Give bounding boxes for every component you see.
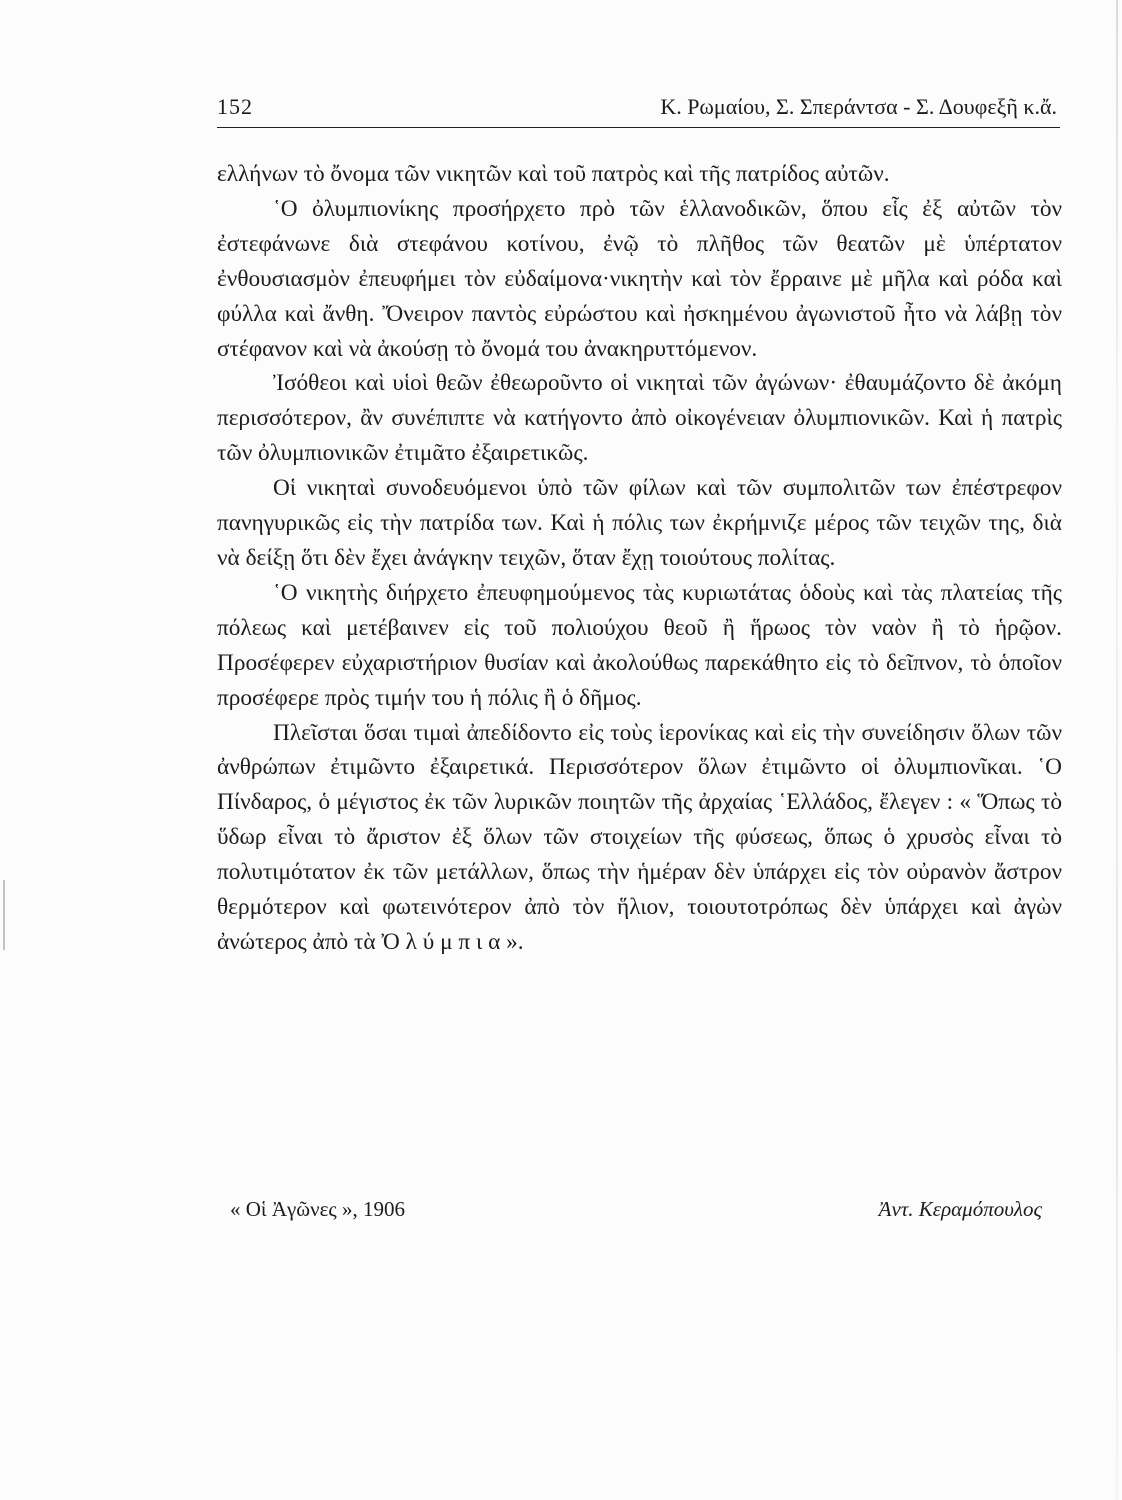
author-name: Ἀντ. Κεραμόπουλος (878, 1197, 1042, 1221)
paragraph-6: Πλεῖσται ὅσαι τιμαὶ ἀπεδίδοντο εἰς τοὺς ἱερονίκας καὶ εἰς τὴν συνείδησιν ὅλων τῶν ἀνθρώπων ἐτιμῶντο ἐξαιρετικά. Περισσότερον ὅλων ἐτιμῶντο οἱ ὀλυμπιονῖκαι. ῾Ο Πίνδαρος, ὁ μέγιστος ἐκ τῶν λυρικῶν ποιητῶν τῆς ἀρχαίας ῾Ελλάδος, ἔλεγεν : « Ὅπως τὸ ὕδωρ εἶναι τὸ ἄριστον ἐξ ὅλων τῶν στοιχείων τῆς φύσεως, ὅπως ὁ χρυσὸς εἶναι τὸ πολυτιμότατον ἐκ τῶν μετάλλων, ὅπως τὴν ἡμέραν δὲν ὑπάρχει εἰς τὸν οὐρανὸν ἄστρον θερμότερον καὶ φωτεινότερον ἀπὸ τὸν ἥλιον, τοιουτοτρόπως δὲν ὑπάρχει καὶ ἀγὼν ἀνώτερος ἀπὸ τὰ Ὀ λ ύ μ π ι α ». (217, 719, 1062, 955)
paragraph-5: ῾Ο νικητὴς διήρχετο ἐπευφημούμενος τὰς κυριωτάτας ὁδοὺς καὶ τὰς πλατείας τῆς πόλεως καὶ μετέβαινεν εἰς τοῦ πολιούχου θεοῦ ἢ ἥρωος τὸν ναὸν ἢ τὸ ἡρῷον. Προσέφερεν εὐχαριστήριον θυσίαν καὶ ἀκολούθως παρεκάθητο εἰς τὸ δεῖπνον, τὸ ὁποῖον προσέφερε πρὸς τιμήν του ἡ πόλις ἢ ὁ δῆμος. (217, 579, 1062, 711)
body-text (217, 157, 1062, 960)
paragraph-1: ελλήνων τὸ ὄνομα τῶν νικητῶν καὶ τοῦ πατρὸς καὶ τῆς πατρίδος αὐτῶν. (217, 161, 890, 187)
scan-edge-right (1116, 0, 1118, 1500)
page-header (217, 92, 1060, 128)
paragraph-4: Οἱ νικηταὶ συνοδευόμενοι ὑπὸ τῶν φίλων καὶ τῶν συμπολιτῶν των ἐπέστρεφον πανηγυρικῶς εἰς τὴν πατρίδα των. Καὶ ἡ πόλις των ἐκρήμνιζε μέρος τῶν τειχῶν της, διὰ νὰ δείξῃ ὅτι δὲν ἔχει ἀνάγκην τειχῶν, ὅταν ἔχῃ τοιούτους πολίτας. (217, 475, 1062, 571)
header-rule (217, 127, 1060, 128)
paragraph-3: Ἰσόθεοι καὶ υἱοὶ θεῶν ἐθεωροῦντο οἱ νικηταὶ τῶν ἀγώνων· ἐθαυμάζοντο δὲ ἀκόμη περισσότερον, ἂν συνέπιπτε νὰ κατήγοντο ἀπὸ οἰκογένειαν ὀλυμπιονικῶν. Καὶ ἡ πατρὶς τῶν ὀλυμπιονικῶν ἐτιμᾶτο ἐξαιρετικῶς. (217, 370, 1062, 467)
page-number: 152 (217, 94, 253, 119)
source-citation: « Οἱ Ἀγῶνες », 1906 (230, 1197, 405, 1221)
paragraph-2: ῾Ο ὀλυμπιονίκης προσήρχετο πρὸ τῶν ἑλλανοδικῶν, ὅπου εἷς ἐξ αὐτῶν τὸν ἐστεφάνωνε διὰ στεφάνου κοτίνου, ἐνῷ τὸ πλῆθος τῶν θεατῶν μὲ ὑπέρτατον ἐνθουσιασμὸν ἐπευφήμει τὸν εὐδαίμονα·νικητὴν καὶ τὸν ἔρραινε μὲ μῆλα καὶ ρόδα καὶ φύλλα καὶ ἄνθη. Ὄνειρον παντὸς εὐρώστου καὶ ἠσκημένου ἀγωνιστοῦ ἦτο νὰ λάβῃ τὸν στέφανον καὶ νὰ ἀκούσῃ τὸ ὄνομά του ἀνακηρυττόμενον. (217, 195, 1062, 362)
citation-row (230, 1197, 1042, 1231)
running-head: Κ. Ρωμαίου, Σ. Σπεράντσα - Σ. Δουφεξῆ κ.ἄ. (660, 94, 1057, 119)
scan-edge-left (3, 880, 5, 950)
